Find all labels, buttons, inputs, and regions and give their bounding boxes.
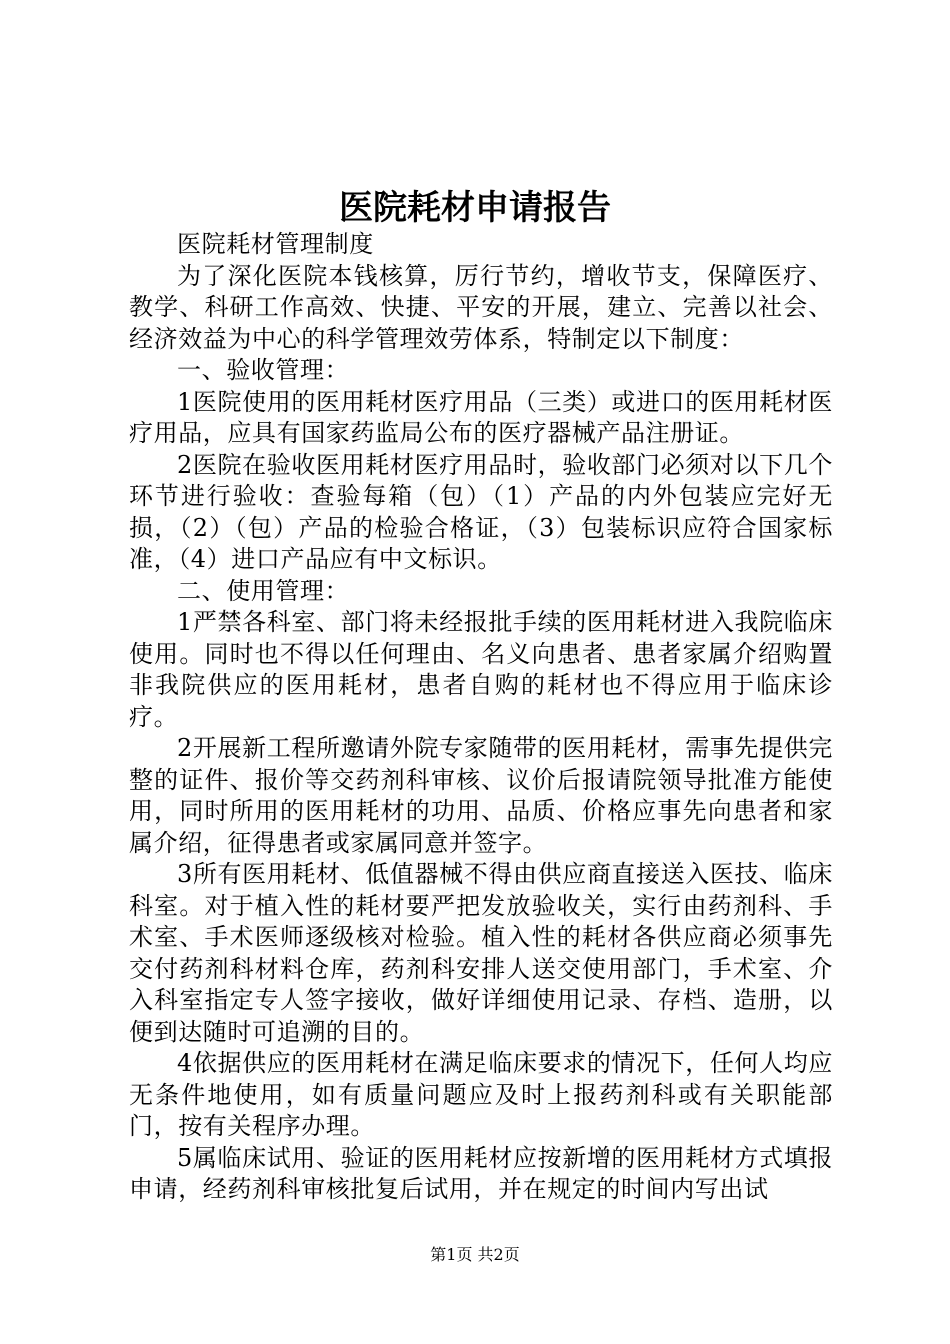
paragraph-usage-2: 2开展新工程所邀请外院专家随带的医用耗材，需事先提供完整的证件、报价等交药剂科审核、议价后报请院领导批准方能使用，同时所用的医用耗材的功用、品质、价格应事先向患者和家属介绍，征得患者或家属同意并签字。	[129, 734, 833, 857]
page-footer	[0, 1243, 950, 1267]
page-number-label: 第1页 共2页	[430, 1245, 520, 1264]
paragraph-usage-1: 1严禁各科室、部门将未经报批手续的医用耗材进入我院临床使用。同时也不得以任何理由、名义向患者、患者家属介绍购置非我院供应的医用耗材，患者自购的耗材也不得应用于临床诊疗。	[129, 608, 833, 731]
section-heading-usage: 二、使用管理：	[177, 576, 350, 605]
paragraph-usage-5: 5属临床试用、验证的医用耗材应按新增的医用耗材方式填报申请，经药剂科审核批复后试用，并在规定的时间内写出试	[129, 1143, 833, 1203]
section-heading-acceptance: 一、验收管理：	[177, 356, 350, 384]
paragraph-acceptance-1: 1医院使用的医用耗材医疗用品（三类）或进口的医用耗材医疗用品，应具有国家药监局公布的医疗器械产品注册证。	[129, 387, 833, 447]
document-title: 医院耗材申请报告	[339, 188, 611, 228]
document-body	[129, 229, 833, 1206]
paragraph-usage-3: 3所有医用耗材、低值器械不得由供应商直接送入医技、临床科室。对于植入性的耗材要严把发放验收关，实行由药剂科、手术室、手术医师逐级核对检验。植入性的耗材各供应商必须事先交付药剂科材料仓库，药剂科安排人送交使用部门，手术室、介入科室指定专人签字接收，做好详细使用记录、存档、造册，以便到达随时可追溯的目的。	[129, 860, 833, 1046]
paragraph-acceptance-2: 2医院在验收医用耗材医疗用品时，验收部门必须对以下几个环节进行验收：查验每箱（包）（1）产品的内外包装应完好无损，（2）（包）产品的检验合格证，（3）包装标识应符合国家标准，（4）进口产品应有中文标识。	[129, 450, 833, 573]
paragraph-heading: 医院耗材管理制度	[177, 230, 374, 258]
paragraph-usage-4: 4依据供应的医用耗材在满足临床要求的情况下，任何人均应无条件地使用，如有质量问题应及时上报药剂科或有关职能部门，按有关程序办理。	[129, 1049, 833, 1140]
paragraph-intro: 为了深化医院本钱核算，厉行节约，增收节支，保障医疗、教学、科研工作高效、快捷、平安的开展，建立、完善以社会、经济效益为中心的科学管理效劳体系，特制定以下制度：	[129, 261, 833, 353]
